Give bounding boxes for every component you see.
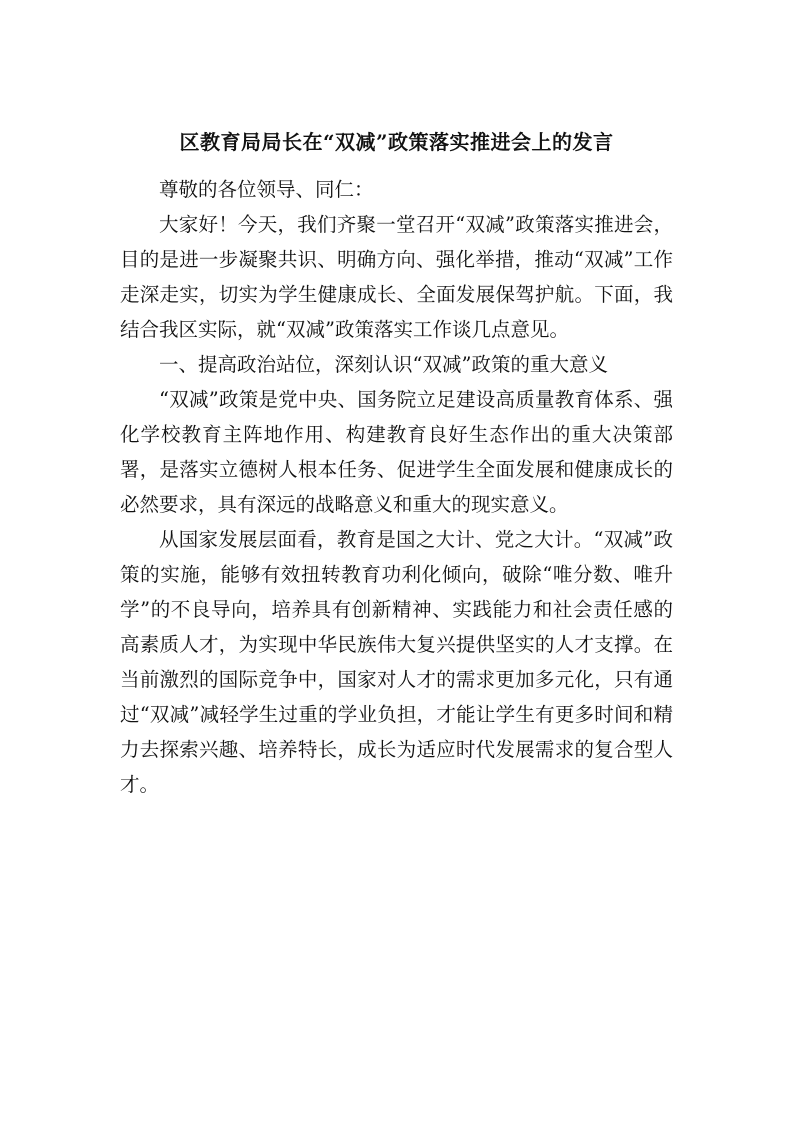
section-heading-1: 一、提高政治站位，深刻认识“双减”政策的重大意义 <box>159 353 608 376</box>
paragraph-national-level: 从国家发展层面看，教育是国之大计、党之大计。“双减”政策的实施，能够有效扭转教育功利化倾向，破除“唯分数、唯升学”的不良导向，培养具有创新精神、实践能力和社会责任感的高素质人才，为实现中华民族伟大复兴提供坚实的人才支撑。在当前激烈的国际竞争中，国家对人才的需求更加多元化，只有通过“双减”减轻学生过重的学业负担，才能让学生有更多时间和精力去探索兴趣、培养特长，成长为适应时代发展需求的复合型人才。 <box>120 528 673 796</box>
salutation: 尊敬的各位领导、同仁： <box>159 178 374 201</box>
document-body <box>120 172 673 802</box>
document-title: 区教育局局长在“双减”政策落实推进会上的发言 <box>179 130 614 154</box>
paragraph-opening: 大家好！今天，我们齐聚一堂召开“双减”政策落实推进会，目的是进一步凝聚共识、明确方向、强化举措，推动“双减”工作走深走实，切实为学生健康成长、全面发展保驾护航。下面，我结合我区实际，就“双减”政策落实工作谈几点意见。 <box>120 213 673 341</box>
paragraph-significance: “双减”政策是党中央、国务院立足建设高质量教育体系、强化学校教育主阵地作用、构建教育良好生态作出的重大决策部署，是落实立德树人根本任务、促进学生全面发展和健康成长的必然要求，具有深远的战略意义和重大的现实意义。 <box>120 388 673 516</box>
